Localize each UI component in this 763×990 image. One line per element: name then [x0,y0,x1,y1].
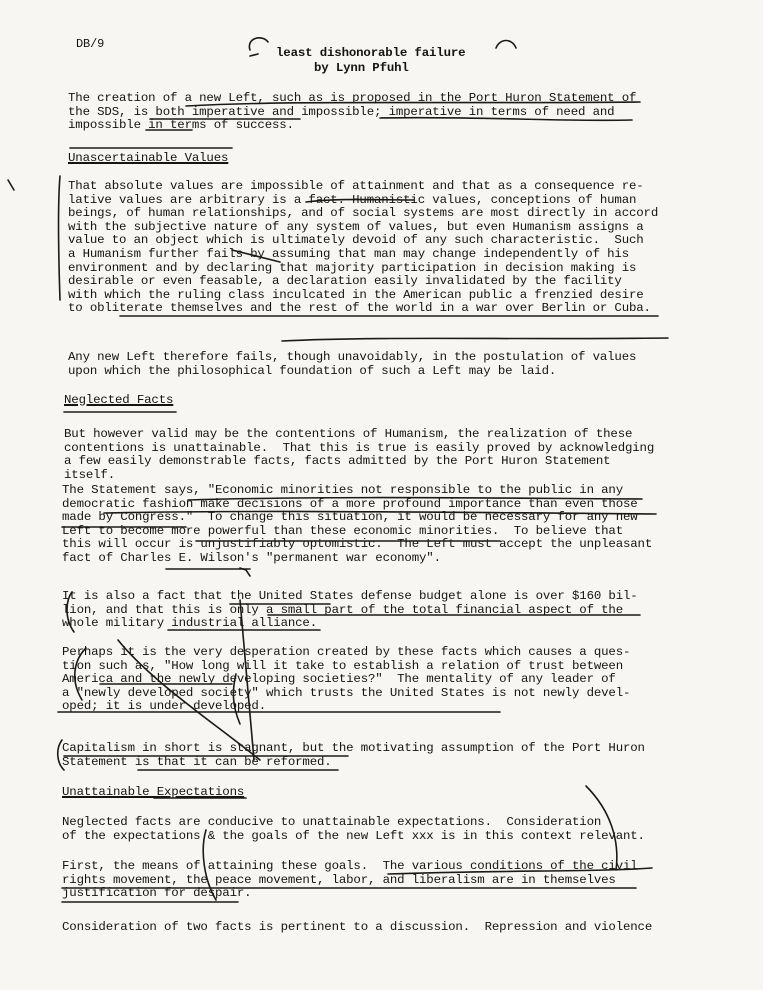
heading-neglected-facts: Neglected Facts [64,393,174,407]
paragraph-consideration: Consideration of two facts is pertinent to a discussion. Repression and violence [62,920,653,934]
document-author: by Lynn Pfuhl [314,61,409,75]
paragraph-means: First, the means of attaining these goals. The various conditions of the civil rights movement, the peace movement, labor, and liberalism are in themselves justification for despair. [62,859,638,901]
paragraph-defense-budget: It is also a fact that the United States defense budget alone is over $160 bil- lion, and that this is only a small part of the total financial aspect of the whole military industrial alliance. [62,589,638,631]
document-id: DB/9 [76,37,105,51]
paragraph-intro: The creation of a new Left, such as is proposed in the Port Huron Statement of the SDS, is both imperative and impossible; imperative in terms of need and impossible in terms of success. [68,91,637,133]
heading-unascertainable-values: Unascertainable Values [68,151,229,165]
paragraph-humanism: But however valid may be the contentions of Humanism, the realization of these contentions is unattainable. That this is true is easily proved by acknowledging a few easily demonstrable facts, facts admitted by the Port Huron Statement itself. [64,427,655,482]
paragraph-values: That absolute values are impossible of attainment and that as a consequence re- lative values are arbitrary is a fact. Humanistic values, conceptions of human beings, of human relationships, and of social systems are most directly in accord with the subjective nature of any system of values, but even Humanism assigns a value to an object which is ultimately devoid of any such characteristic. Such a Humanism further fails by assuming that man may change independently of his environment and by declaring that majority participation in decision making is desirable or even feasable, a declaration easily invalidated by the facility with which the ruling class inculcated in the American public a frenzied desire to obliterate themselves and the rest of the world in a war over Berlin or Cuba. [68,179,659,316]
heading-unattainable-expectations: Unattainable Expectations [62,785,245,799]
paragraph-capitalism: Capitalism in short is stagnant, but the motivating assumption of the Port Huron Statement is that it can be reformed. [62,741,645,769]
document-title: least dishonorable failure [276,46,466,60]
paragraph-statement-says: The Statement says, "Economic minorities not responsible to the public in any democratic fashion make decisions of a more profound importance than even those made by Congress." To change this situation, it would be necessary for any new Left to become more powerful than these economic minorities. To believe that this will occur is unjustifiably optomistic. The Left must accept the unpleasant fact of Charles E. Wilson's "permanent war economy". [62,483,653,565]
paragraph-expectations: Neglected facts are conducive to unattainable expectations. Consideration of the expectations & the goals of the new Left xxx is in this context relevant. [62,815,645,843]
paragraph-desperation: Perhaps it is the very desperation created by these facts which causes a ques- tion such as, "How long will it take to establish a relation of trust between America and the newly developing societies?" The mentality of any leader of a "newly developed society" which trusts the United States is not newly devel- oped; it is under developed. [62,645,631,714]
paragraph-new-left-fails: Any new Left therefore fails, though unavoidably, in the postulation of values upon which the philosophical foundation of such a Left may be laid. [68,350,637,378]
